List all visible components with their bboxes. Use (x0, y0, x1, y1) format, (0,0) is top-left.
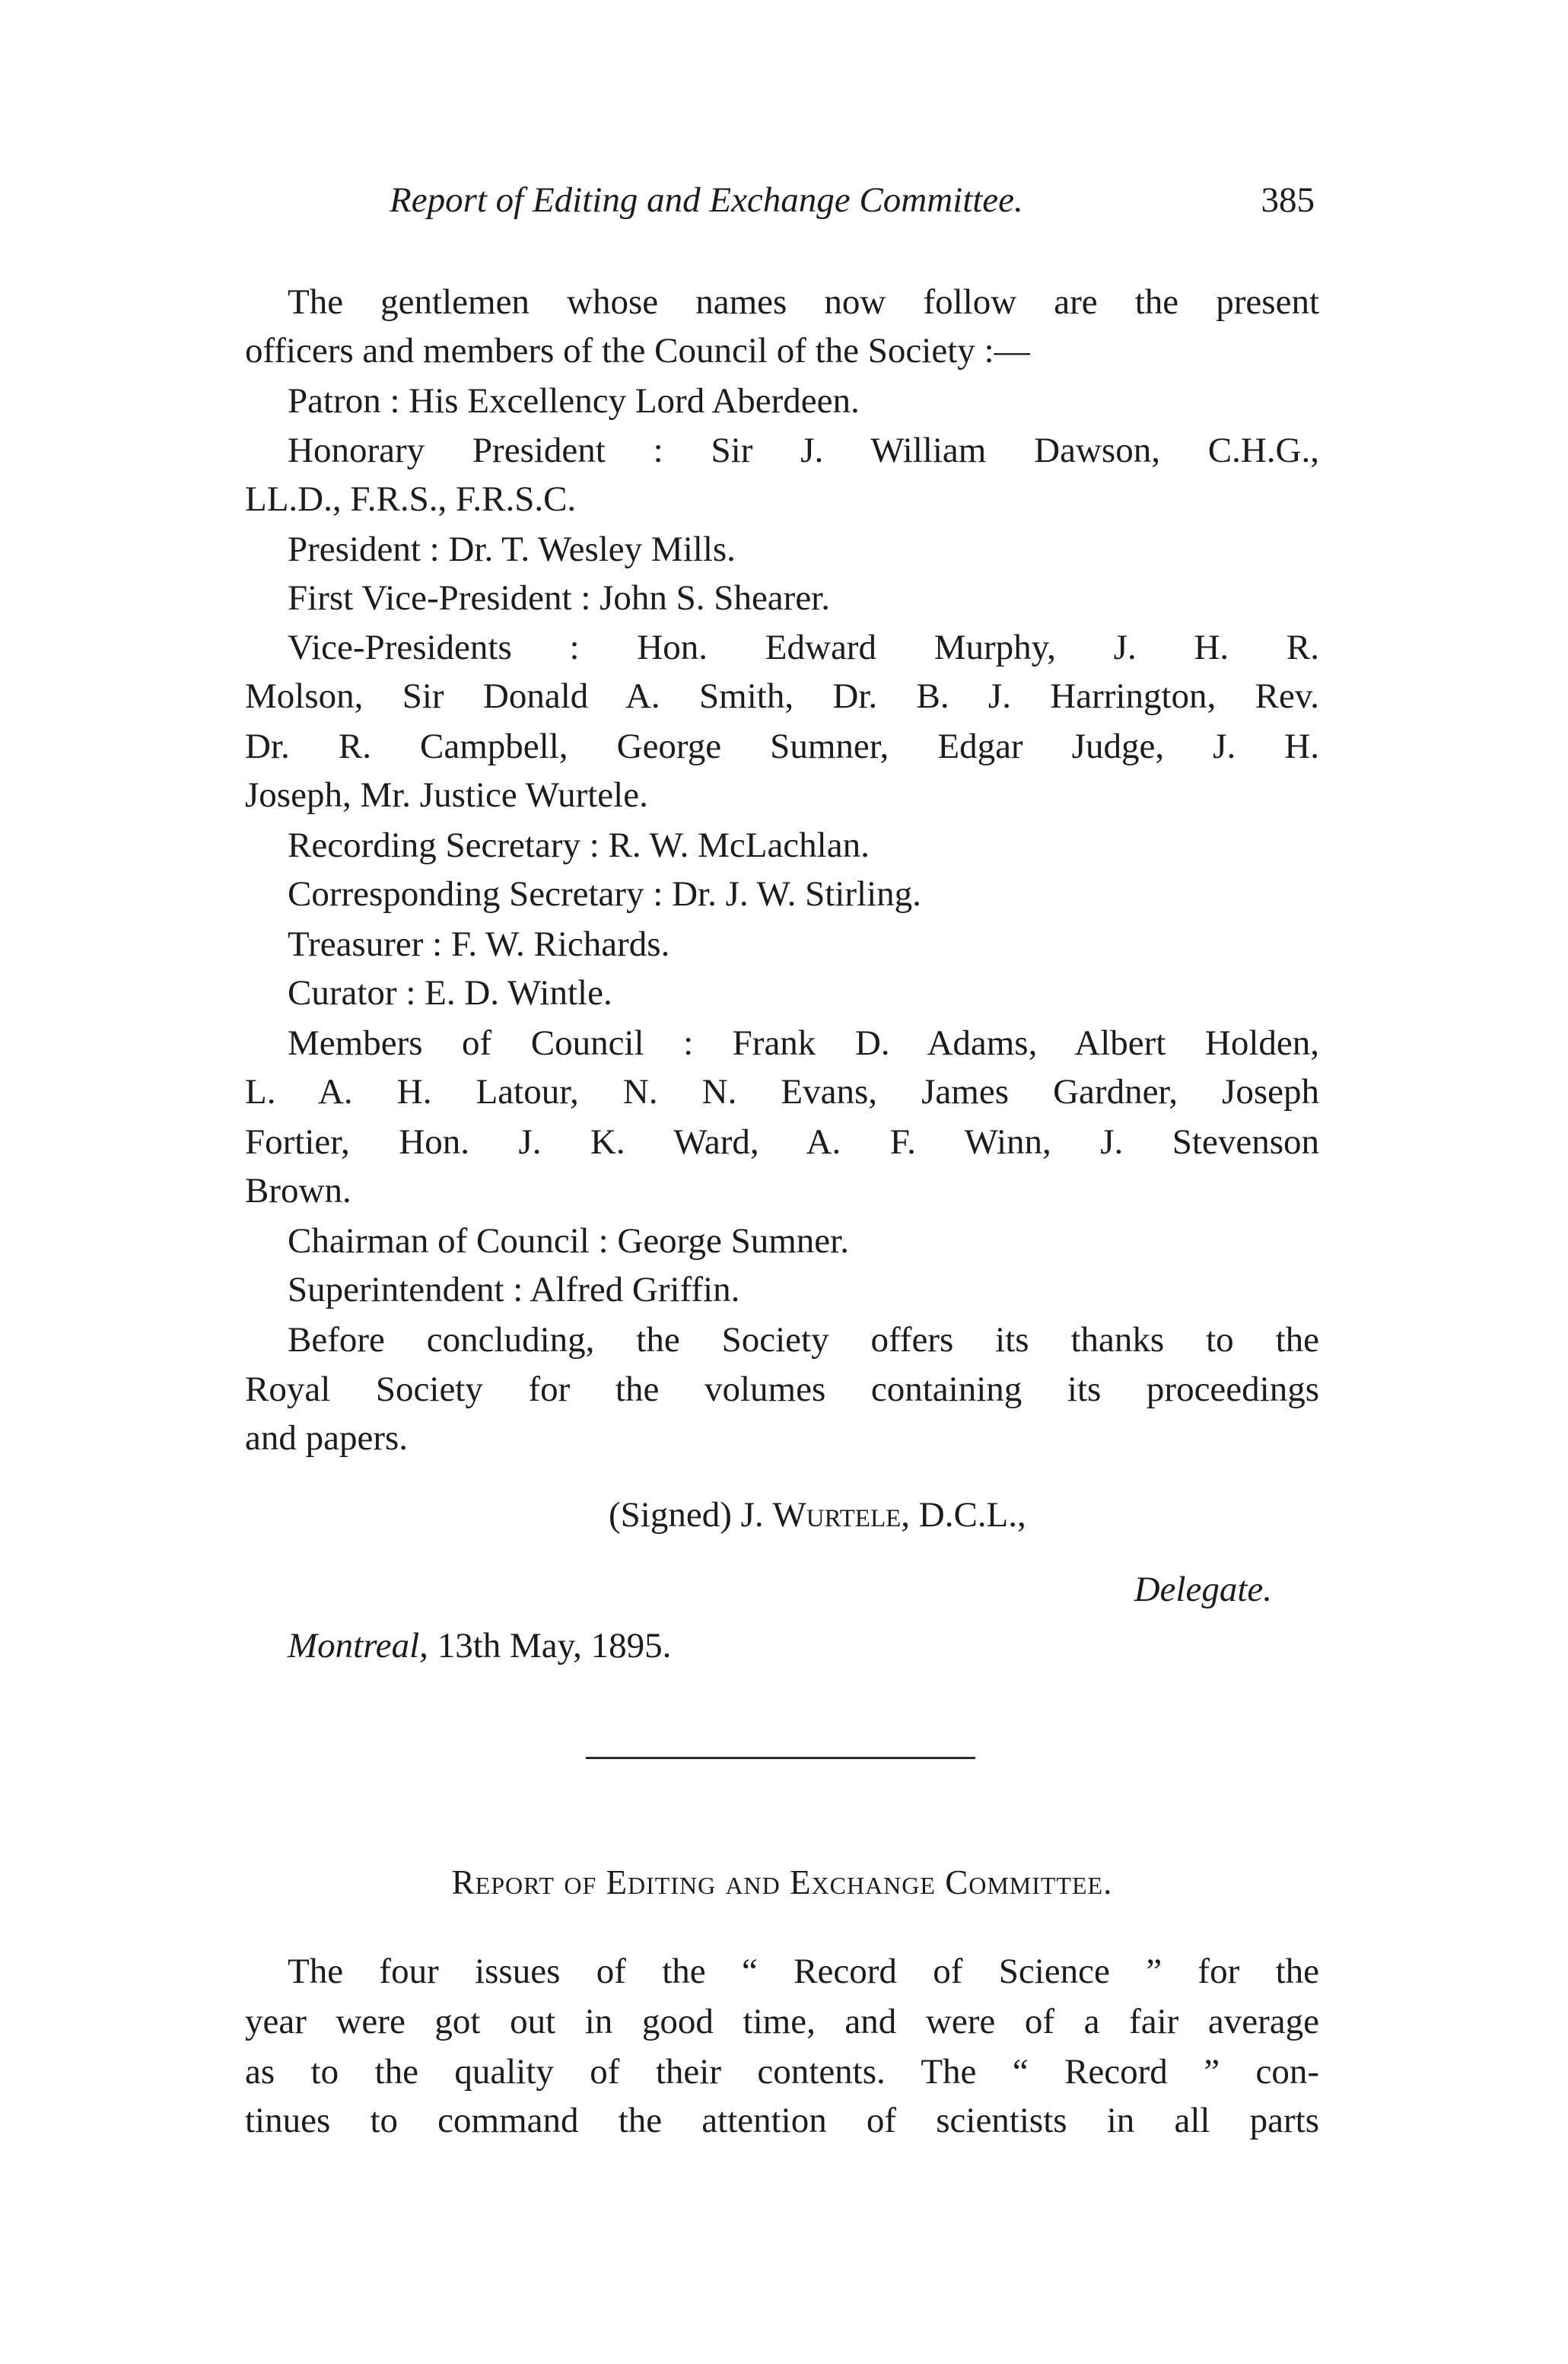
treasurer-line: Treasurer : F. W. Richards. (288, 924, 670, 964)
chairman-line: Chairman of Council : George Sumner. (288, 1221, 849, 1261)
corresponding-secretary-line: Corresponding Secretary : Dr. J. W. Stirling. (288, 874, 921, 914)
council-line: Members of Council : Frank D. Adams, Albert Holden, (288, 1023, 1319, 1063)
council-line: Brown. (245, 1171, 351, 1211)
intro-line: The gentlemen whose names now follow are the present (288, 282, 1319, 322)
signatory-name: Wurtele (772, 1495, 902, 1535)
vice-presidents-line: Dr. R. Campbell, George Sumner, Edgar Judge, J. H. (245, 727, 1319, 766)
patron-line: Patron : His Excellency Lord Aberdeen. (288, 381, 860, 421)
recording-secretary-line: Recording Secretary : R. W. McLachlan. (288, 826, 870, 865)
body-line: year were got out in good time, and were of a fair average (245, 2002, 1319, 2041)
running-header (245, 177, 1319, 224)
vice-presidents-line: Molson, Sir Donald A. Smith, Dr. B. J. Harrington, Rev. (245, 676, 1319, 716)
intro-line: officers and members of the Council of the Society :— (245, 331, 1030, 371)
council-line: L. A. H. Latour, N. N. Evans, James Gardner, Joseph (245, 1072, 1319, 1112)
honorary-president-line: Honorary President : Sir J. William Dawson, C.H.G., (288, 431, 1319, 470)
superintendent-line: Superintendent : Alfred Griffin. (288, 1270, 740, 1309)
delegate-label: Delegate. (1134, 1570, 1272, 1609)
running-title: Report of Editing and Exchange Committee. (390, 180, 1023, 220)
section-divider (586, 1757, 975, 1759)
signature-line (609, 1491, 1319, 1538)
first-vice-president-line: First Vice-President : John S. Shearer. (288, 578, 830, 618)
body-line: tinues to command the attention of scientists in all parts (245, 2101, 1319, 2140)
body-line: The four issues of the “ Record of Science ” for the (288, 1952, 1319, 1991)
council-line: Fortier, Hon. J. K. Ward, A. F. Winn, J. Stevenson (245, 1122, 1319, 1162)
thanks-line: Before concluding, the Society offers its thanks to the (288, 1320, 1319, 1360)
thanks-line: and papers. (245, 1418, 409, 1458)
page-number: 385 (1261, 180, 1315, 220)
place: Montreal, (288, 1626, 428, 1666)
vice-presidents-line: Vice-Presidents : Hon. Edward Murphy, J. H. R. (288, 628, 1319, 667)
body-line: as to the quality of their contents. The “ Record ” con- (245, 2052, 1319, 2092)
president-line: President : Dr. T. Wesley Mills. (288, 530, 736, 569)
section-heading: Report of Editing and Exchange Committee. (451, 1863, 1113, 1901)
vice-presidents-line: Joseph, Mr. Justice Wurtele. (245, 775, 648, 815)
signed-suffix: , D.C.L., (901, 1495, 1026, 1535)
date: 13th May, 1895. (437, 1626, 672, 1666)
curator-line: Curator : E. D. Wintle. (288, 973, 612, 1013)
thanks-line: Royal Society for the volumes containing its proceedings (245, 1370, 1319, 1409)
signed-prefix: (Signed) J. (609, 1495, 764, 1535)
place-date-line (288, 1622, 1319, 1669)
honorary-president-line: LL.D., F.R.S., F.R.S.C. (245, 479, 577, 519)
